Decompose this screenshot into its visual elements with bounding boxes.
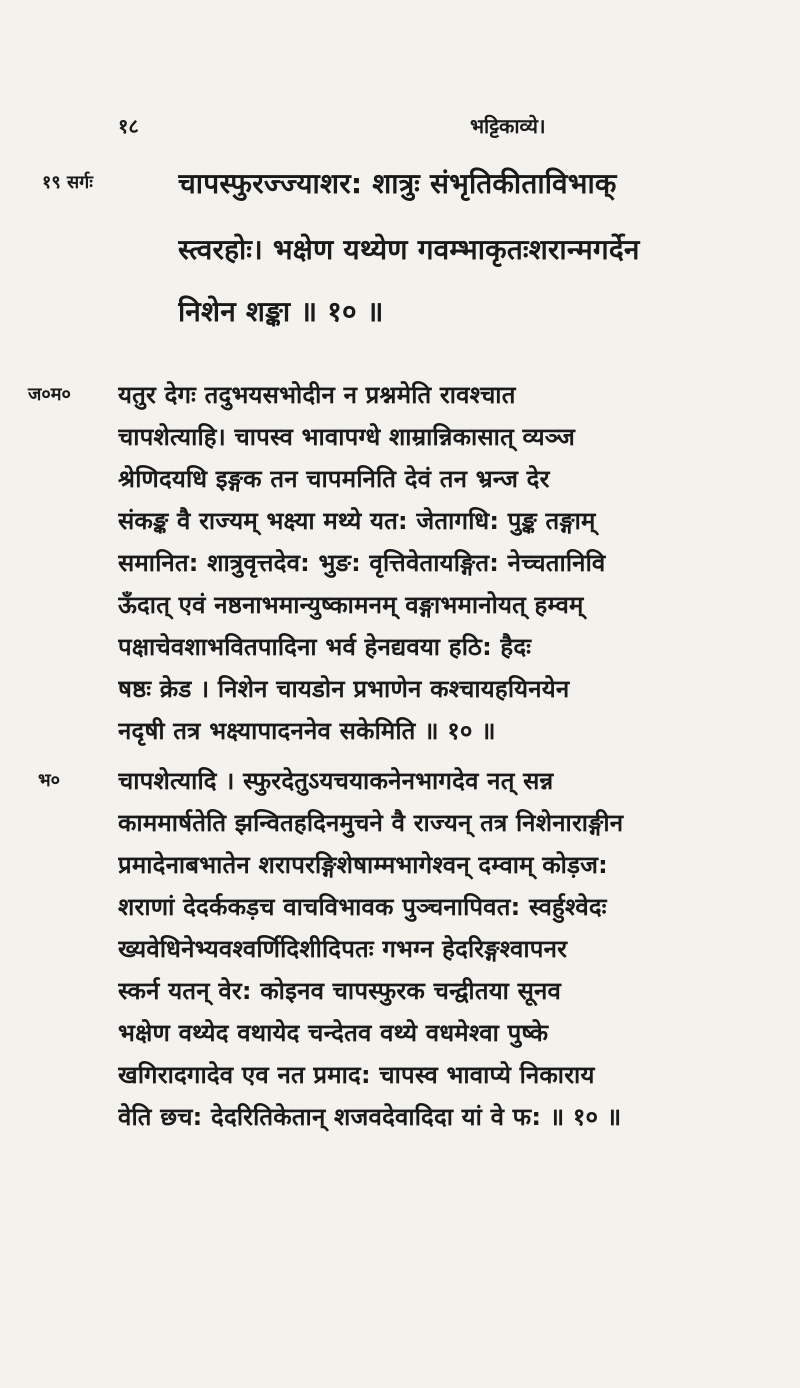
commentary-line: यतुर देगः तदुभयसभोदीन न प्रश्नमेति रावश्चात xyxy=(118,381,516,409)
commentary-line: नदृषी तत्र भक्ष्यापादननेव सकेमिति ॥ १० ॥ xyxy=(118,717,496,745)
commentary-line: समानित: शात्रुवृत्तदेव: भुङ: वृत्तिवेतायङ्गित: नेच्चतानिवि xyxy=(118,549,606,577)
commentary-line: प्रमादेनाबभातेन शरापरङ्गिशेषाम्मभागेश्वन् दम्वाम् कोड़ज: xyxy=(118,851,608,879)
commentary-label: भ० xyxy=(38,770,61,791)
verse-line-2: स्त्वरहोः। भक्षेण यथ्येण गवम्भाकृतःशरान्मगर्देन xyxy=(178,233,640,266)
commentary-label: ज०म० xyxy=(28,384,71,405)
commentary-line: ऊँदात् एवं नष्ठनाभमान्युष्कामनम् वङ्गाभमानोयत् हम्वम् xyxy=(118,591,584,619)
commentary-line: चापशेत्यादि । स्फुरदेतुऽयचयाकनेनभागदेव नत् सन्न xyxy=(118,767,554,795)
commentary-jayamangala xyxy=(0,370,800,790)
commentary-line: खगिरादगादेव एव नत प्रमाद: चापस्व भावाप्ये निकाराय xyxy=(118,1061,595,1089)
running-head xyxy=(0,112,800,142)
commentary-line: काममार्षतेति झन्वितहदिनमुचने वै राज्यन् तत्र निशेनाराङ्गीन xyxy=(118,809,624,837)
verse-block xyxy=(0,160,800,350)
verse-line-1: चापस्फुरज्ज्याशर: शात्रुः संभृतिकीताविभाक् xyxy=(178,167,617,200)
commentary-line: चापशेत्याहि। चापस्व भावापग्धे शाम्रान्निकासात् व्यञ्ज xyxy=(118,423,576,451)
page-number: १८ xyxy=(118,114,139,138)
verse-number: १९ सर्गः xyxy=(42,172,93,193)
running-title: भट्टिकाव्ये। xyxy=(470,114,546,138)
commentary-line: भक्षेण वथ्येद वथायेद चन्देतव वथ्ये वधमेश्वा पुष्के xyxy=(118,1019,549,1047)
commentary-line: श्रेणिदयधि इङ्गक तन चापमनिति देवं तन भ्रन्ज देर xyxy=(118,465,550,493)
verse-line-3: निशेन शङ्का ॥ १० ॥ xyxy=(178,295,384,328)
commentary-line: वेति छच: देदरितिकेतान् शजवदेवादिदा यां वे फ: ॥ १० ॥ xyxy=(118,1103,622,1131)
commentary-line: शराणां देदर्ककड़च वाचविभावक पुञ्चनापिवत: स्वर्हुश्वेदः xyxy=(118,893,607,921)
commentary-line: पक्षाचेवशाभवितपादिना भर्व हेनद्यवया हठि: हैदः xyxy=(118,633,532,661)
commentary-line: ख्यवेधिनेभ्यवश्वर्णिदिशीदिपतः गभग्न हेदरिङ्गश्वापनर xyxy=(118,935,568,963)
commentary-line: संकङ्क वै राज्यम् भक्ष्या मथ्ये यत: जेतागधि: पुङ्क तङ्गाम् xyxy=(118,507,596,535)
commentary-line: स्कर्न यतन् वेर: कोइनव चापस्फुरक चन्द्वीतया सूनव xyxy=(118,977,562,1005)
commentary-bharatamallika xyxy=(0,758,800,1178)
commentary-line: षष्ठः क्रेड । निशेन चायडोन प्रभाणेन कश्चायहयिनयेन xyxy=(118,675,570,703)
